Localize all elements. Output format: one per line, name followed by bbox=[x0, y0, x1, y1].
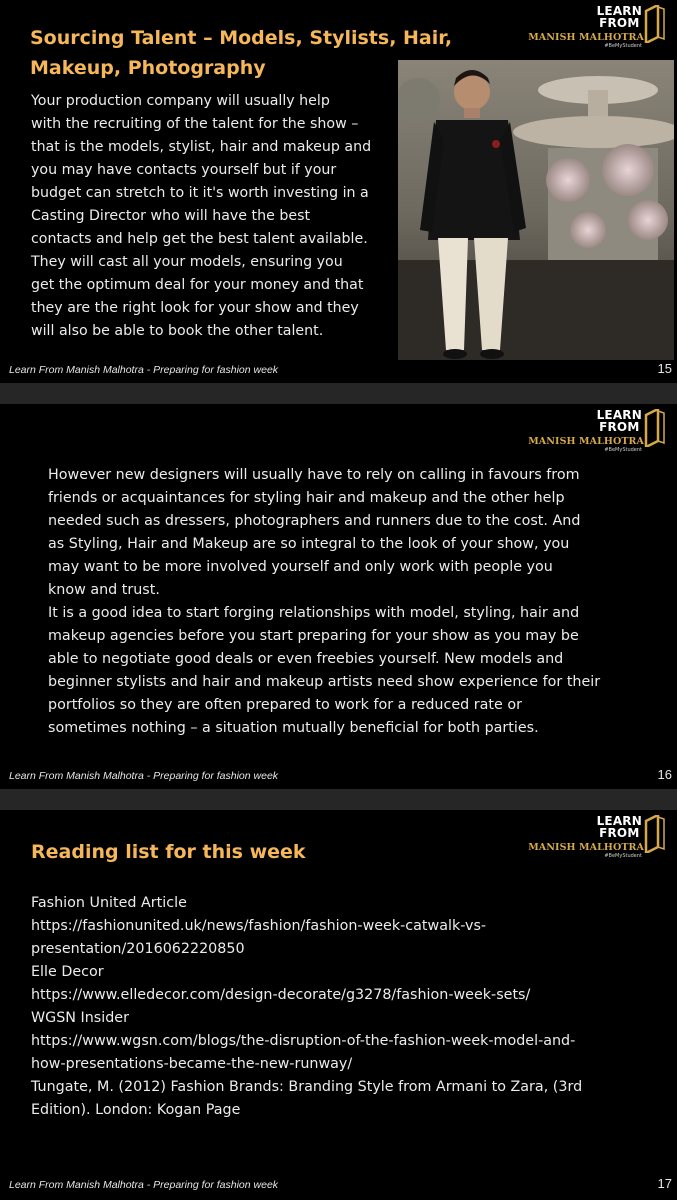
reading-list bbox=[31, 892, 651, 1122]
logo-emblem-icon bbox=[644, 5, 666, 43]
body-line: able to negotiate good deals or even freebies yourself. New models and bbox=[48, 651, 564, 667]
slide-footer: Learn From Manish Malhotra - Preparing for fashion week bbox=[9, 770, 279, 782]
body-line: with the recruiting of the talent for the show – bbox=[31, 116, 359, 132]
body-line: know and trust. bbox=[48, 582, 160, 598]
body-line: Your production company will usually help bbox=[31, 93, 330, 109]
logo-emblem-icon bbox=[644, 409, 666, 447]
reading-item-citation: Edition). London: Kogan Page bbox=[31, 1102, 241, 1118]
body-line: that is the models, stylist, hair and makeup and bbox=[31, 139, 372, 155]
logo-name: MANISH MALHOTRA bbox=[528, 842, 644, 853]
logo-tagline: #BeMyStudent bbox=[604, 853, 642, 859]
reading-item-title: WGSN Insider bbox=[31, 1010, 129, 1026]
slide-footer: Learn From Manish Malhotra - Preparing for fashion week bbox=[9, 1179, 279, 1191]
logo-tagline: #BeMyStudent bbox=[604, 447, 642, 453]
slide-footer: Learn From Manish Malhotra - Preparing for fashion week bbox=[9, 364, 279, 376]
logo-learn-from bbox=[597, 815, 642, 839]
body-line: as Styling, Hair and Makeup are so integral to the look of your show, you bbox=[48, 536, 570, 552]
slide-body bbox=[48, 464, 648, 740]
body-line: needed such as dressers, photographers and runners due to the cost. And bbox=[48, 513, 581, 529]
runway-photo-illustration bbox=[398, 60, 674, 360]
body-line: may want to be more involved yourself and only work with people you bbox=[48, 559, 553, 575]
page-number: 15 bbox=[657, 361, 672, 376]
body-line: contacts and help get the best talent available. bbox=[31, 231, 368, 247]
brand-logo bbox=[528, 814, 674, 861]
body-line: you may have contacts yourself but if your bbox=[31, 162, 337, 178]
logo-line-learn: LEARN bbox=[596, 814, 642, 828]
slide-16 bbox=[0, 404, 677, 789]
body-line: portfolios so they are often prepared to work for a reduced rate or bbox=[48, 697, 522, 713]
slide-title: Reading list for this week bbox=[31, 841, 306, 863]
slide-15 bbox=[0, 0, 677, 383]
body-line: Casting Director who will have the best bbox=[31, 208, 311, 224]
logo-line-learn: LEARN bbox=[596, 408, 642, 422]
logo-line-from: FROM bbox=[599, 16, 640, 30]
logo-line-learn: LEARN bbox=[596, 4, 642, 18]
body-line: get the optimum deal for your money and that bbox=[31, 277, 364, 293]
body-line: It is a good idea to start forging relationships with model, styling, hair and bbox=[48, 605, 580, 621]
body-line: budget can stretch to it it's worth investing in a bbox=[31, 185, 369, 201]
body-line: will also be able to book the other talent. bbox=[31, 323, 324, 339]
reading-item-link[interactable]: how-presentations-became-the-new-runway/ bbox=[31, 1056, 353, 1072]
body-line: They will cast all your models, ensuring you bbox=[31, 254, 343, 270]
logo-emblem-icon bbox=[644, 815, 666, 853]
logo-line-from: FROM bbox=[599, 826, 640, 840]
runway-model-photo bbox=[398, 60, 674, 360]
reading-item-title: Fashion United Article bbox=[31, 895, 187, 911]
logo-name: MANISH MALHOTRA bbox=[528, 32, 644, 43]
slide-body bbox=[31, 90, 391, 343]
logo-name: MANISH MALHOTRA bbox=[528, 436, 644, 447]
body-line: beginner stylists and hair and makeup artists need show experience for their bbox=[48, 674, 601, 690]
body-line: However new designers will usually have to rely on calling in favours from bbox=[48, 467, 580, 483]
page-number: 16 bbox=[657, 767, 672, 782]
reading-item-link[interactable]: https://www.elledecor.com/design-decorate/g3278/fashion-week-sets/ bbox=[31, 987, 531, 1003]
brand-logo bbox=[528, 4, 674, 51]
page-number: 17 bbox=[657, 1176, 672, 1191]
body-line: makeup agencies before you start preparing for your show as you may be bbox=[48, 628, 579, 644]
slide-title bbox=[30, 23, 452, 83]
reading-item-link[interactable]: https://www.wgsn.com/blogs/the-disruption-of-the-fashion-week-model-and- bbox=[31, 1033, 576, 1049]
body-line: friends or acquaintances for styling hair and makeup and the other help bbox=[48, 490, 565, 506]
reading-item-citation: Tungate, M. (2012) Fashion Brands: Branding Style from Armani to Zara, (3rd bbox=[31, 1079, 583, 1095]
title-line: Makeup, Photography bbox=[30, 57, 266, 79]
brand-logo bbox=[528, 408, 674, 455]
title-line: Sourcing Talent – Models, Stylists, Hair, bbox=[30, 27, 453, 49]
reading-item-title: Elle Decor bbox=[31, 964, 104, 980]
reading-item-link[interactable]: https://fashionunited.uk/news/fashion/fashion-week-catwalk-vs- bbox=[31, 918, 487, 934]
body-line: sometimes nothing – a situation mutually beneficial for both parties. bbox=[48, 720, 539, 736]
slide-17 bbox=[0, 810, 677, 1200]
logo-tagline: #BeMyStudent bbox=[604, 43, 642, 49]
reading-item-link[interactable]: presentation/2016062220850 bbox=[31, 941, 245, 957]
logo-line-from: FROM bbox=[599, 420, 640, 434]
logo-learn-from bbox=[597, 409, 642, 433]
logo-learn-from bbox=[597, 5, 642, 29]
body-line: they are the right look for your show and they bbox=[31, 300, 359, 316]
